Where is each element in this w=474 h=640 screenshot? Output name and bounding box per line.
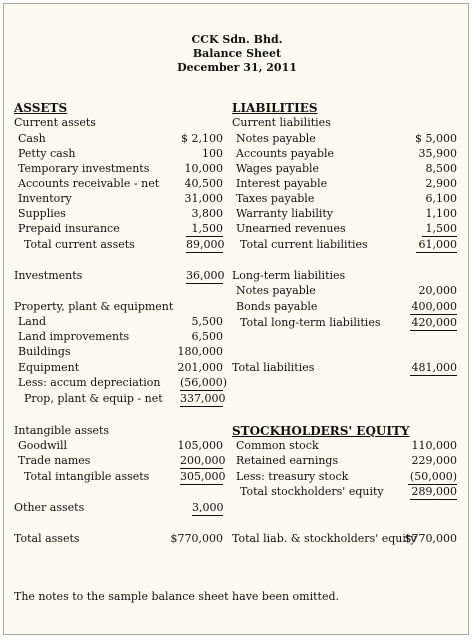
equity-heading: STOCKHOLDERS' EQUITY xyxy=(232,424,410,438)
longterm-value: 20,000 xyxy=(418,284,457,297)
ppe-value: 6,500 xyxy=(191,330,223,343)
liability-value: 1,500 xyxy=(422,222,457,237)
liability-value: 6,100 xyxy=(425,192,457,205)
investments-value: 36,000 xyxy=(186,269,225,282)
asset-label: Temporary investments xyxy=(18,162,150,175)
intangible-label: Trade names xyxy=(18,454,91,467)
intangible-value: 200,000 xyxy=(180,454,226,467)
longterm-label: Notes payable xyxy=(236,284,316,297)
equity-value: (50,000) xyxy=(409,470,457,483)
equity-label: Less: treasury stock xyxy=(236,470,349,483)
asset-value: 100 xyxy=(202,147,223,160)
ppe-value: (56,000) xyxy=(180,376,228,389)
equity-label: Common stock xyxy=(236,439,319,452)
longterm-value: 400,000 xyxy=(411,300,457,313)
company-name: CCK Sdn. Bhd. xyxy=(191,33,283,46)
total-assets-label: Total assets xyxy=(14,532,80,545)
liability-label: Accounts payable xyxy=(236,147,335,160)
assets-heading: ASSETS xyxy=(14,101,68,115)
ppe-label: Equipment xyxy=(18,361,80,374)
equity-label: Retained earnings xyxy=(236,454,339,467)
liability-value: 8,500 xyxy=(425,162,457,175)
ppe-total-value: 337,000 xyxy=(180,392,226,405)
liability-value: 1,100 xyxy=(425,207,457,220)
total-liabilities-label: Total liabilities xyxy=(232,361,315,374)
ppe-label: Land improvements xyxy=(18,330,130,343)
total-equity-label: Total stockholders' equity xyxy=(240,485,384,498)
longterm-label: Bonds payable xyxy=(236,300,318,313)
intangible-total-value: 305,000 xyxy=(180,470,226,483)
liability-label: Unearned revenues xyxy=(236,222,346,235)
total-longterm-value: 420,000 xyxy=(411,316,457,329)
asset-value: 1,500 xyxy=(186,222,223,237)
other-assets-value: 3,000 xyxy=(192,501,224,514)
total-current-liabilities-label: Total current liabilities xyxy=(240,238,368,251)
grand-total-value: $770,000 xyxy=(404,532,457,545)
total-equity-value: 289,000 xyxy=(411,485,457,498)
grand-total-label: Total liab. & stockholders' equity xyxy=(232,532,417,545)
ppe-value: 5,500 xyxy=(191,315,223,328)
intangible-total-label: Total intangible assets xyxy=(24,470,150,483)
asset-label: Cash xyxy=(18,132,46,145)
balance-sheet xyxy=(3,3,469,635)
liability-label: Interest payable xyxy=(236,177,328,190)
asset-label: Prepaid insurance xyxy=(18,222,120,235)
total-current-assets-value: 89,000 xyxy=(186,238,225,251)
asset-label: Accounts receivable - net xyxy=(18,177,160,190)
asset-value: 31,000 xyxy=(184,192,223,205)
liability-label: Warranty liability xyxy=(236,207,334,220)
intangible-heading: Intangible assets xyxy=(14,424,110,437)
asset-value: 40,500 xyxy=(184,177,223,190)
sheet-date: December 31, 2011 xyxy=(177,61,297,74)
equity-value: 229,000 xyxy=(411,454,457,467)
intangible-label: Goodwill xyxy=(18,439,68,452)
liability-value: $ 5,000 xyxy=(415,132,457,145)
ppe-heading: Property, plant & equipment xyxy=(14,300,174,313)
current-assets-heading: Current assets xyxy=(14,116,96,129)
asset-label: Supplies xyxy=(18,207,66,220)
ppe-label: Less: accum depreciation xyxy=(18,376,161,389)
liability-value: 2,900 xyxy=(425,177,457,190)
intangible-value: 105,000 xyxy=(177,439,223,452)
sheet-title: Balance Sheet xyxy=(192,47,282,60)
liability-label: Notes payable xyxy=(236,132,316,145)
asset-label: Petty cash xyxy=(18,147,76,160)
ppe-label: Land xyxy=(18,315,46,328)
total-current-liabilities-value: 61,000 xyxy=(416,238,457,253)
liability-value: 35,900 xyxy=(418,147,457,160)
other-assets-label: Other assets xyxy=(14,501,85,514)
ppe-value: 180,000 xyxy=(177,345,223,358)
footer-note: The notes to the sample balance sheet have been omitted. xyxy=(14,590,340,603)
longterm-heading: Long-term liabilities xyxy=(232,269,346,282)
liability-label: Wages payable xyxy=(236,162,320,175)
liability-label: Taxes payable xyxy=(236,192,315,205)
asset-value: $ 2,100 xyxy=(181,132,223,145)
total-liabilities-value: 481,000 xyxy=(411,361,457,374)
investments-label: Investments xyxy=(14,269,83,282)
ppe-total-label: Prop, plant & equip - net xyxy=(24,392,163,405)
total-current-assets-label: Total current assets xyxy=(24,238,135,251)
liabilities-heading: LIABILITIES xyxy=(232,101,318,115)
asset-label: Inventory xyxy=(18,192,72,205)
total-longterm-label: Total long-term liabilities xyxy=(240,316,381,329)
current-liabilities-heading: Current liabilities xyxy=(232,116,331,129)
total-assets-value: $770,000 xyxy=(170,532,223,545)
ppe-value: 201,000 xyxy=(177,361,223,374)
asset-value: 10,000 xyxy=(184,162,223,175)
ppe-label: Buildings xyxy=(18,345,71,358)
asset-value: 3,800 xyxy=(191,207,223,220)
equity-value: 110,000 xyxy=(411,439,457,452)
